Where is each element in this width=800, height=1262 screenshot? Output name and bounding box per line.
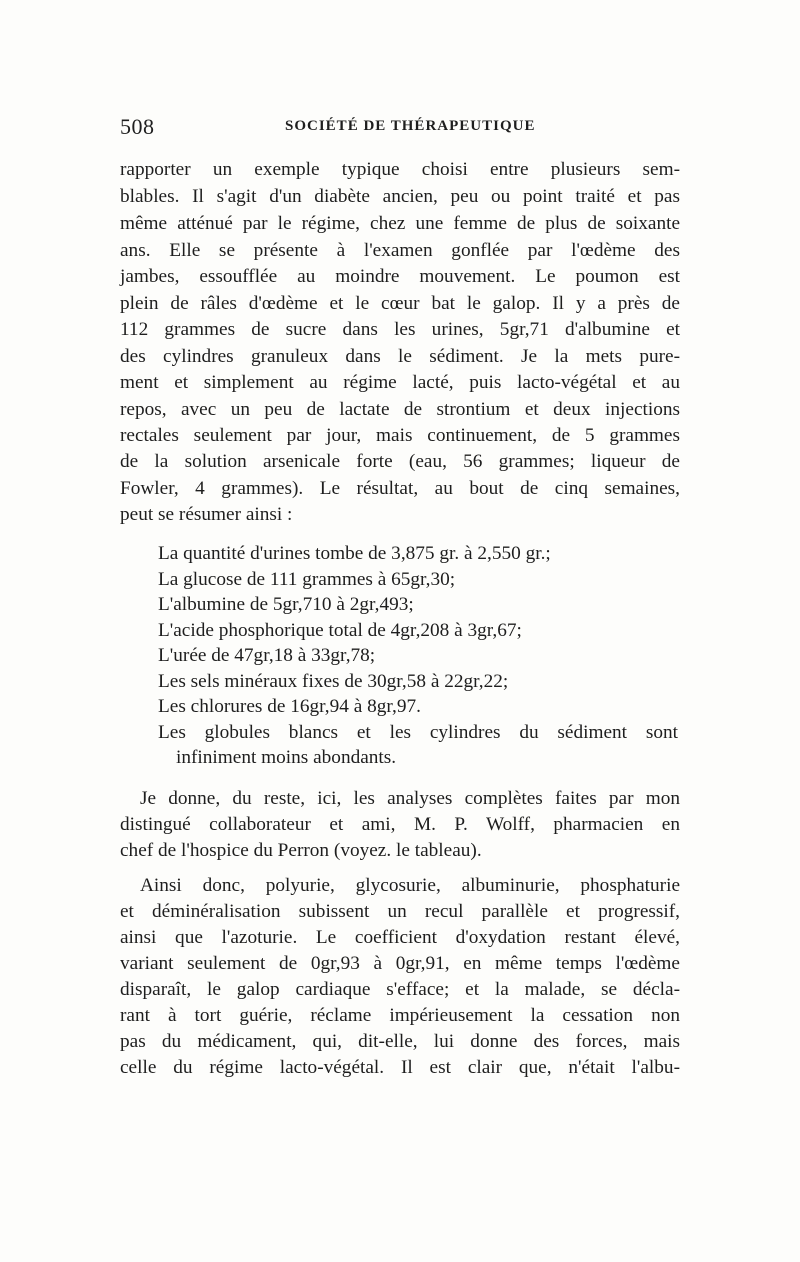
list-item: Les globules blancs et les cylindres du sédiment sont [158, 722, 678, 743]
text-line: Ainsi donc, polyurie, glycosurie, albuminurie, phosphaturie [140, 875, 680, 896]
text-line: 112 grammes de sucre dans les urines, 5gr,71 d'albumine et [120, 319, 680, 340]
text-line: plein de râles d'œdème et le cœur bat le galop. Il y a près de [120, 293, 680, 314]
page-header [120, 114, 680, 144]
text-line: Je donne, du reste, ici, les analyses complètes faites par mon [140, 788, 680, 809]
text-line: jambes, essoufflée au moindre mouvement. Le poumon est [120, 266, 680, 287]
text-line: chef de l'hospice du Perron (voyez. le tableau). [120, 840, 482, 861]
text-line: disparaît, le galop cardiaque s'efface; et la malade, se décla- [120, 979, 680, 1000]
text-line: des cylindres granuleux dans le sédiment. Je la mets pure- [120, 346, 680, 367]
list-item: L'urée de 47gr,18 à 33gr,78; [158, 645, 376, 666]
text-line: celle du régime lacto-végétal. Il est clair que, n'était l'albu- [120, 1057, 680, 1078]
list-item: Les sels minéraux fixes de 30gr,58 à 22gr,22; [158, 671, 509, 692]
text-line: repos, avec un peu de lactate de strontium et deux injections [120, 399, 680, 420]
text-line: rectales seulement par jour, mais continuement, de 5 grammes [120, 425, 680, 446]
text-line: ans. Elle se présente à l'examen gonflée par l'œdème des [120, 240, 680, 261]
list-item-continuation: infiniment moins abondants. [176, 747, 397, 768]
text-line: de la solution arsenicale forte (eau, 56 grammes; liqueur de [120, 451, 680, 472]
running-title: SOCIÉTÉ DE THÉRAPEUTIQUE [285, 118, 536, 134]
list-item: Les chlorures de 16gr,94 à 8gr,97. [158, 696, 421, 717]
list-item: La glucose de 111 grammes à 65gr,30; [158, 569, 456, 590]
text-line: rant à tort guérie, réclame impérieusement la cessation non [120, 1005, 680, 1026]
text-line: Fowler, 4 grammes). Le résultat, au bout de cinq semaines, [120, 478, 680, 499]
list-item: La quantité d'urines tombe de 3,875 gr. à 2,550 gr.; [158, 543, 551, 564]
text-line: distingué collaborateur et ami, M. P. Wolff, pharmacien en [120, 814, 680, 835]
text-line: ment et simplement au régime lacté, puis lacto-végétal et au [120, 372, 680, 393]
text-line: pas du médicament, qui, dit-elle, lui donne des forces, mais [120, 1031, 680, 1052]
text-line: même atténué par le régime, chez une femme de plus de soixante [120, 213, 680, 234]
text-line: et déminéralisation subissent un recul parallèle et progressif, [120, 901, 680, 922]
list-item: L'albumine de 5gr,710 à 2gr,493; [158, 594, 414, 615]
page-number: 508 [120, 114, 155, 139]
list-item: L'acide phosphorique total de 4gr,208 à 3gr,67; [158, 620, 522, 641]
text-line: variant seulement de 0gr,93 à 0gr,91, en même temps l'œdème [120, 953, 680, 974]
text-line: blables. Il s'agit d'un diabète ancien, peu ou point traité et pas [120, 186, 680, 207]
text-line: rapporter un exemple typique choisi entre plusieurs sem- [120, 159, 680, 180]
text-line: peut se résumer ainsi : [120, 504, 293, 525]
text-line: ainsi que l'azoturie. Le coefficient d'oxydation restant élevé, [120, 927, 680, 948]
